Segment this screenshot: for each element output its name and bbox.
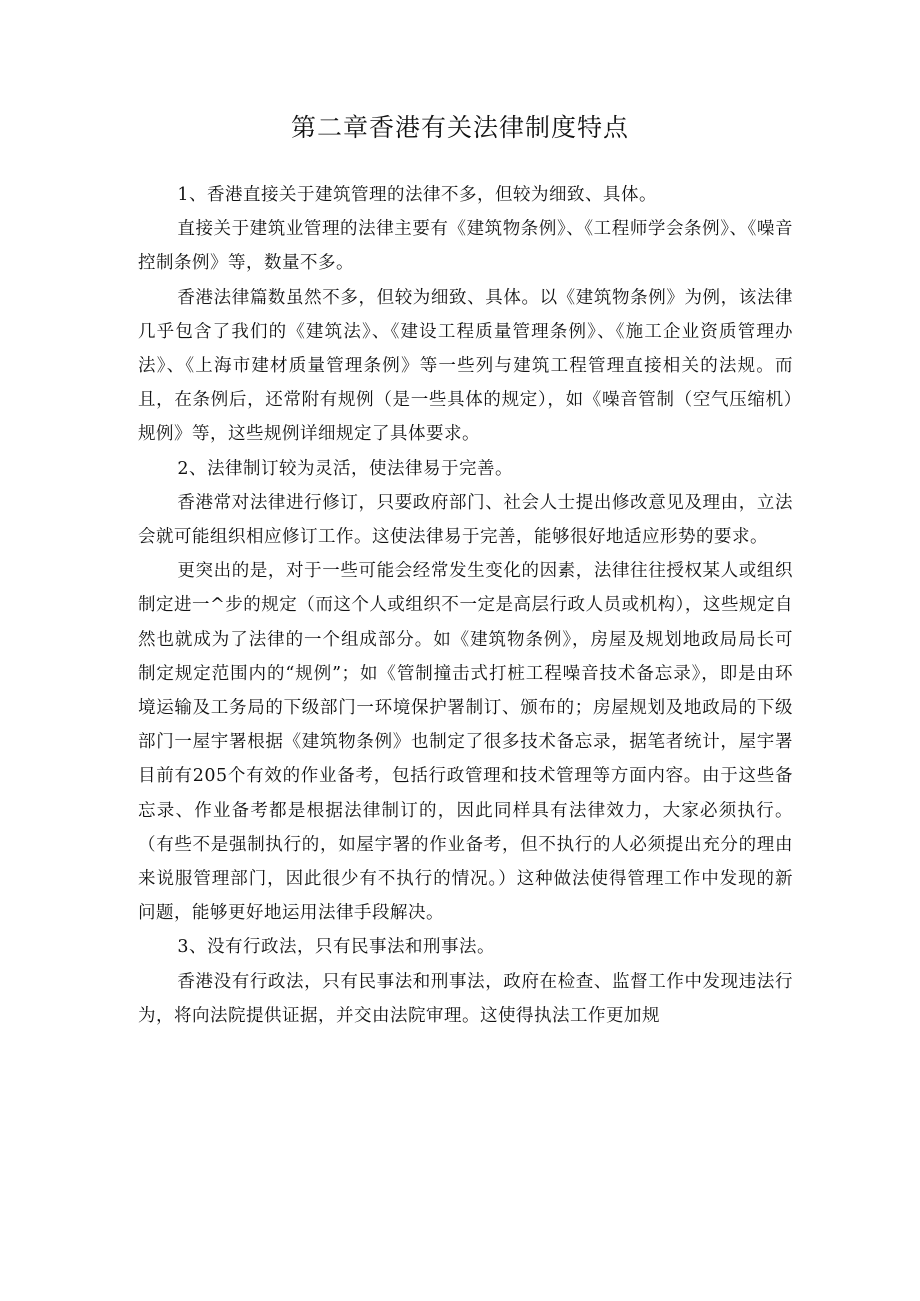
document-body: [138, 178, 793, 1033]
heading-point-3: 3、没有行政法，只有民事法和刑事法。: [177, 937, 496, 958]
paragraph: 香港没有行政法，只有民事法和刑事法，政府在检查、监督工作中发现违法行为，将向法院提供证据，并交由法院审理。这使得执法工作更加规: [138, 971, 793, 1026]
heading-point-1: 1、香港直接关于建筑管理的法律不多，但较为细致、具体。: [177, 185, 658, 205]
paragraph: 更突出的是，对于一些可能会经常发生变化的因素，法律往往授权某人或组织制定进一^步的规定（而这个人或组织不一定是高层行政人员或机构），这些规定自然也就成为了法律的一个组成部分。如《建筑物条例》，房屋及规划地政局局长可制定规定范围内的“规例”；如《管制撞击式打桩工程噪音技术备忘录》，即是由环境运输及工务局的下级部门一环境保护署制订、颁布的；房屋规划及地政局的下级部门一屋宇署根据《建筑物条例》也制定了很多技术备忘录，据笔者统计，屋宇署目前有205个有效的作业备考，包括行政管理和技术管理等方面内容。由于这些备忘录、作业备考都是根据法律制订的，因此同样具有法律效力，大家必须执行。（有些不是强制执行的，如屋宇署的作业备考，但不执行的人必须提出充分的理由来说服管理部门，因此很少有不执行的情况。）这种做法使得管理工作中发现的新问题，能够更好地运用法律手段解决。: [138, 561, 793, 924]
chapter-title: 第二章香港有关法律制度特点: [290, 113, 629, 142]
paragraph: 香港常对法律进行修订，只要政府部门、社会人士提出修改意见及理由，立法会就可能组织相应修订工作。这使法律易于完善，能够很好地适应形势的要求。: [138, 492, 793, 548]
heading-point-2: 2、法律制订较为灵活，使法律易于完善。: [177, 458, 514, 479]
paragraph: 直接关于建筑业管理的法律主要有《建筑物条例》、《工程师学会条例》、《噪音控制条例》等，数量不多。: [138, 219, 793, 274]
paragraph: 香港法律篇数虽然不多，但较为细致、具体。以《建筑物条例》为例，该法律几乎包含了我们的《建筑法》、《建设工程质量管理条例》、《施工企业资质管理办法》、《上海市建材质量管理条例》等一些列与建筑工程管理直接相关的法规。而且，在条例后，还常附有规例（是一些具体的规定），如《噪音管制（空气压缩机）规例》等，这些规例详细规定了具体要求。: [138, 287, 793, 445]
